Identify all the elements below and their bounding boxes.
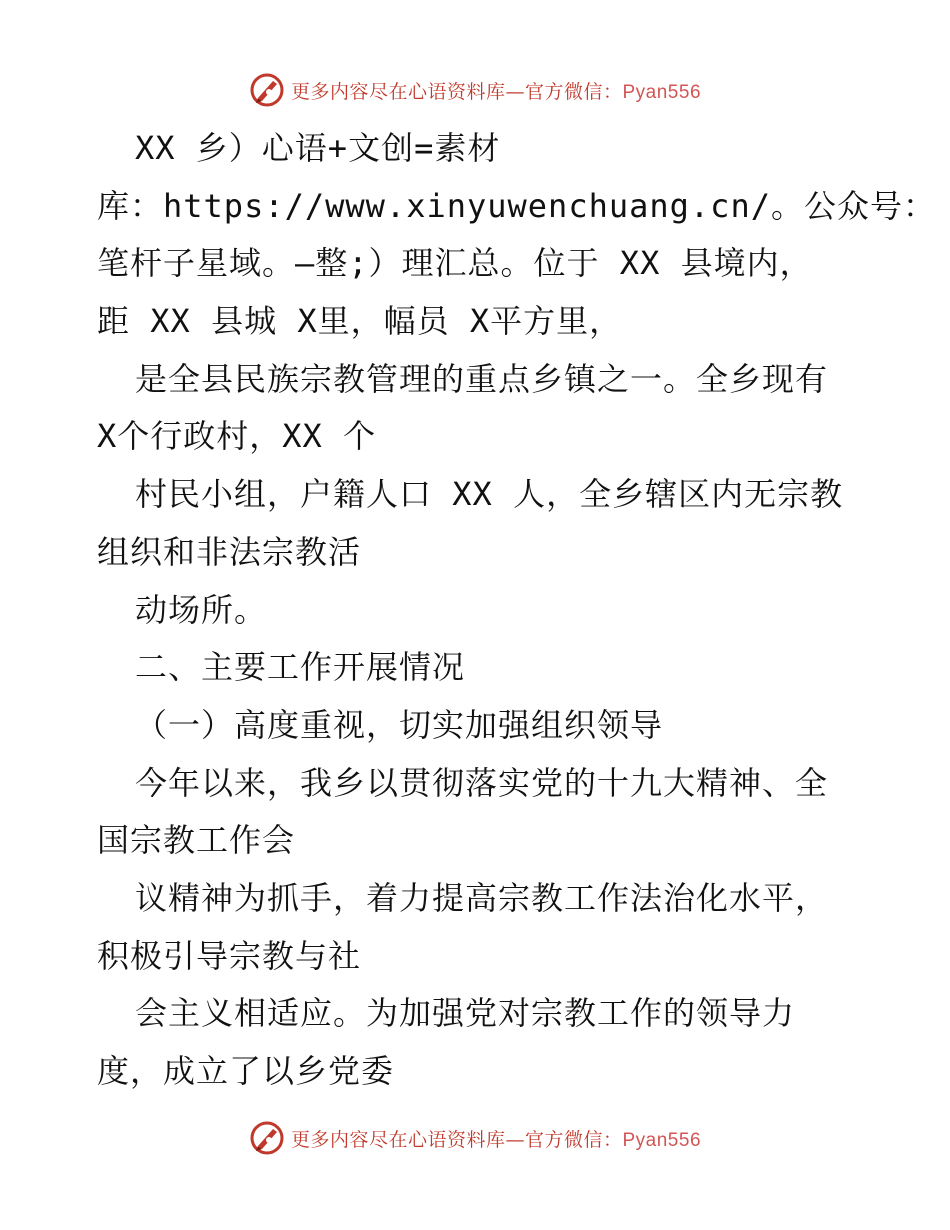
header-banner [0,70,950,110]
banner-text [291,77,701,104]
banner-text [291,1125,701,1152]
banner-main-text: 更多内容尽在心语资料库—官方微信： [290,80,623,103]
text-line: 度，成立了以乡党委 [97,1052,395,1090]
subsection-heading: （一）高度重视，切实加强组织领导 [135,705,664,744]
brush-pen-logo-icon [249,72,285,108]
text-line: 今年以来，我乡以贯彻落实党的十九大精神、全 [135,763,829,802]
text-line: 组织和非法宗教活 [97,532,362,571]
footer-banner [0,1118,950,1158]
text-line: 村民小组，户籍人口 XX 人，全乡辖区内无宗教 [135,475,844,514]
banner-wechat-id: Pyan556 [622,1129,702,1151]
brush-pen-logo-icon [249,1120,285,1156]
text-line: X个行政村，XX 个 [97,417,377,456]
banner-main-text: 更多内容尽在心语资料库—官方微信： [290,1128,623,1151]
text-line: XX 乡）心语+文创=素材 [135,129,501,167]
document-body [97,120,936,1101]
text-line: 议精神为抓手，着力提高宗教工作法治化水平， [135,878,829,917]
text-line: 积极引导宗教与社 [97,936,362,975]
text-line: 库：https://www.xinyuwenchuang.cn/。公众号： [97,186,936,225]
text-line: 会主义相适应。为加强党对宗教工作的领导力 [135,994,796,1033]
text-line: 笔杆子星域。—整;）理汇总。位于 XX 县境内， [97,244,813,283]
text-line: 距 XX 县城 X里，幅员 X平方里， [97,302,623,341]
text-line: 动场所。 [135,590,268,629]
text-line: 国宗教工作会 [97,821,296,860]
section-heading: 二、主要工作开展情况 [135,648,466,687]
banner-wechat-id: Pyan556 [622,81,702,103]
text-line: 是全县民族宗教管理的重点乡镇之一。全乡现有 [135,359,829,398]
